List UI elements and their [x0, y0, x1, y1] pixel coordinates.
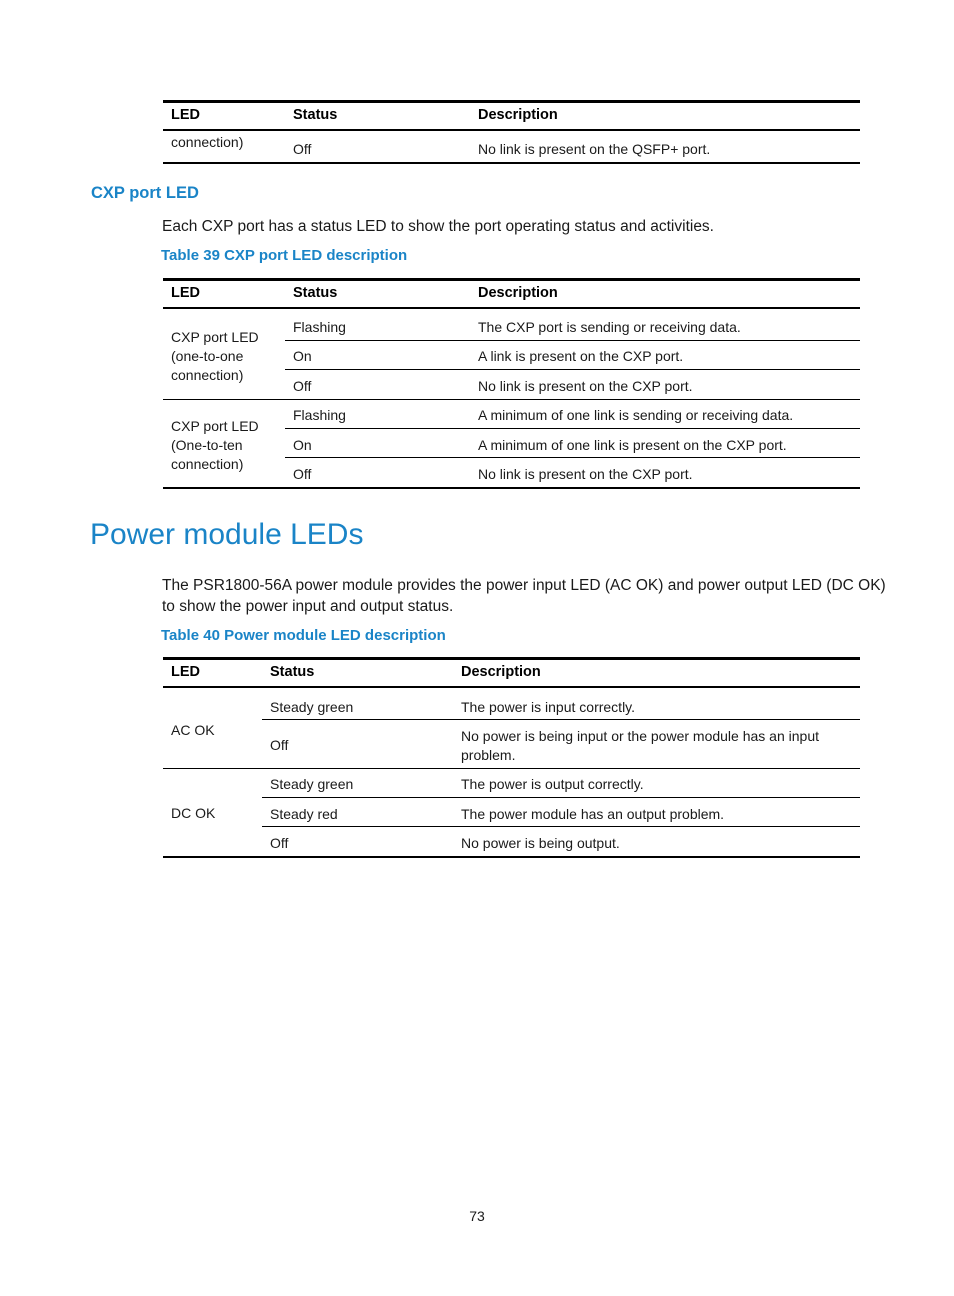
row-divider: [285, 369, 860, 370]
table-top-continuation: [163, 100, 860, 164]
table-header: [163, 660, 860, 688]
row-divider: [262, 719, 860, 720]
row-divider: [285, 457, 860, 458]
section-heading-cxp: CXP port LED: [91, 184, 199, 202]
power-intro-paragraph: [162, 575, 886, 617]
led-line: (one-to-one: [171, 348, 244, 364]
led-cell: connection): [171, 134, 244, 150]
led-line: CXP port LED: [171, 329, 259, 345]
status-cell: Off: [270, 737, 289, 753]
table-40: [163, 657, 860, 858]
page-heading-power-module: Power module LEDs: [90, 518, 364, 551]
description-cell: [461, 727, 819, 765]
status-cell: Steady green: [270, 699, 354, 715]
status-cell: Off: [270, 835, 289, 851]
description-cell: The CXP port is sending or receiving data.: [478, 319, 741, 335]
status-cell: On: [293, 348, 312, 364]
cxp-intro-paragraph: Each CXP port has a status LED to show the port operating status and activities.: [162, 218, 714, 235]
description-cell: No power is being output.: [461, 835, 620, 851]
description-cell: No link is present on the CXP port.: [478, 466, 693, 482]
header-description: Description: [478, 285, 558, 301]
header-led: LED: [171, 664, 200, 680]
header-led: LED: [171, 107, 200, 123]
row-divider: [285, 340, 860, 341]
led-line: connection): [171, 367, 244, 383]
description-cell: The power module has an output problem.: [461, 806, 725, 822]
description-cell: A minimum of one link is present on the CXP port.: [478, 437, 787, 453]
header-status: Status: [293, 285, 338, 301]
description-cell: The power is input correctly.: [461, 699, 636, 715]
table-39: [163, 278, 860, 489]
led-line: connection): [171, 456, 244, 472]
led-cell-group-1: [171, 328, 259, 385]
status-cell: Off: [293, 378, 312, 394]
header-status: Status: [293, 107, 338, 123]
status-cell: Steady red: [270, 806, 338, 822]
header-status: Status: [270, 664, 315, 680]
led-cell-ac-ok: AC OK: [171, 722, 215, 738]
paragraph-line: The PSR1800-56A power module provides the power input LED (AC OK) and power output LED (DC OK): [162, 577, 886, 594]
description-cell: A minimum of one link is sending or receiving data.: [478, 407, 794, 423]
row-divider: [262, 797, 860, 798]
page-number: 73: [469, 1208, 485, 1224]
group-divider: [163, 768, 860, 769]
status-cell: On: [293, 437, 312, 453]
description-cell: No link is present on the QSFP+ port.: [478, 141, 711, 157]
status-cell: Steady green: [270, 776, 354, 792]
description-line: problem.: [461, 747, 516, 763]
description-line: No power is being input or the power module has an input: [461, 728, 819, 744]
led-line: CXP port LED: [171, 418, 259, 434]
row-divider: [285, 428, 860, 429]
table-header: [163, 281, 860, 309]
led-cell-dc-ok: DC OK: [171, 805, 216, 821]
table-header: [163, 103, 860, 131]
description-cell: The power is output correctly.: [461, 776, 644, 792]
header-led: LED: [171, 285, 200, 301]
description-cell: A link is present on the CXP port.: [478, 348, 684, 364]
led-cell-group-2: [171, 417, 259, 474]
status-cell: Off: [293, 466, 312, 482]
header-description: Description: [478, 107, 558, 123]
table-caption-39: Table 39 CXP port LED description: [161, 247, 408, 264]
description-cell: No link is present on the CXP port.: [478, 378, 693, 394]
status-cell: Off: [293, 141, 312, 157]
group-divider: [163, 399, 860, 400]
table-caption-40: Table 40 Power module LED description: [161, 627, 446, 644]
status-cell: Flashing: [293, 407, 346, 423]
row-divider: [262, 826, 860, 827]
paragraph-line: to show the power input and output status.: [162, 598, 454, 615]
status-cell: Flashing: [293, 319, 346, 335]
header-description: Description: [461, 664, 541, 680]
led-line: (One-to-ten: [171, 437, 243, 453]
